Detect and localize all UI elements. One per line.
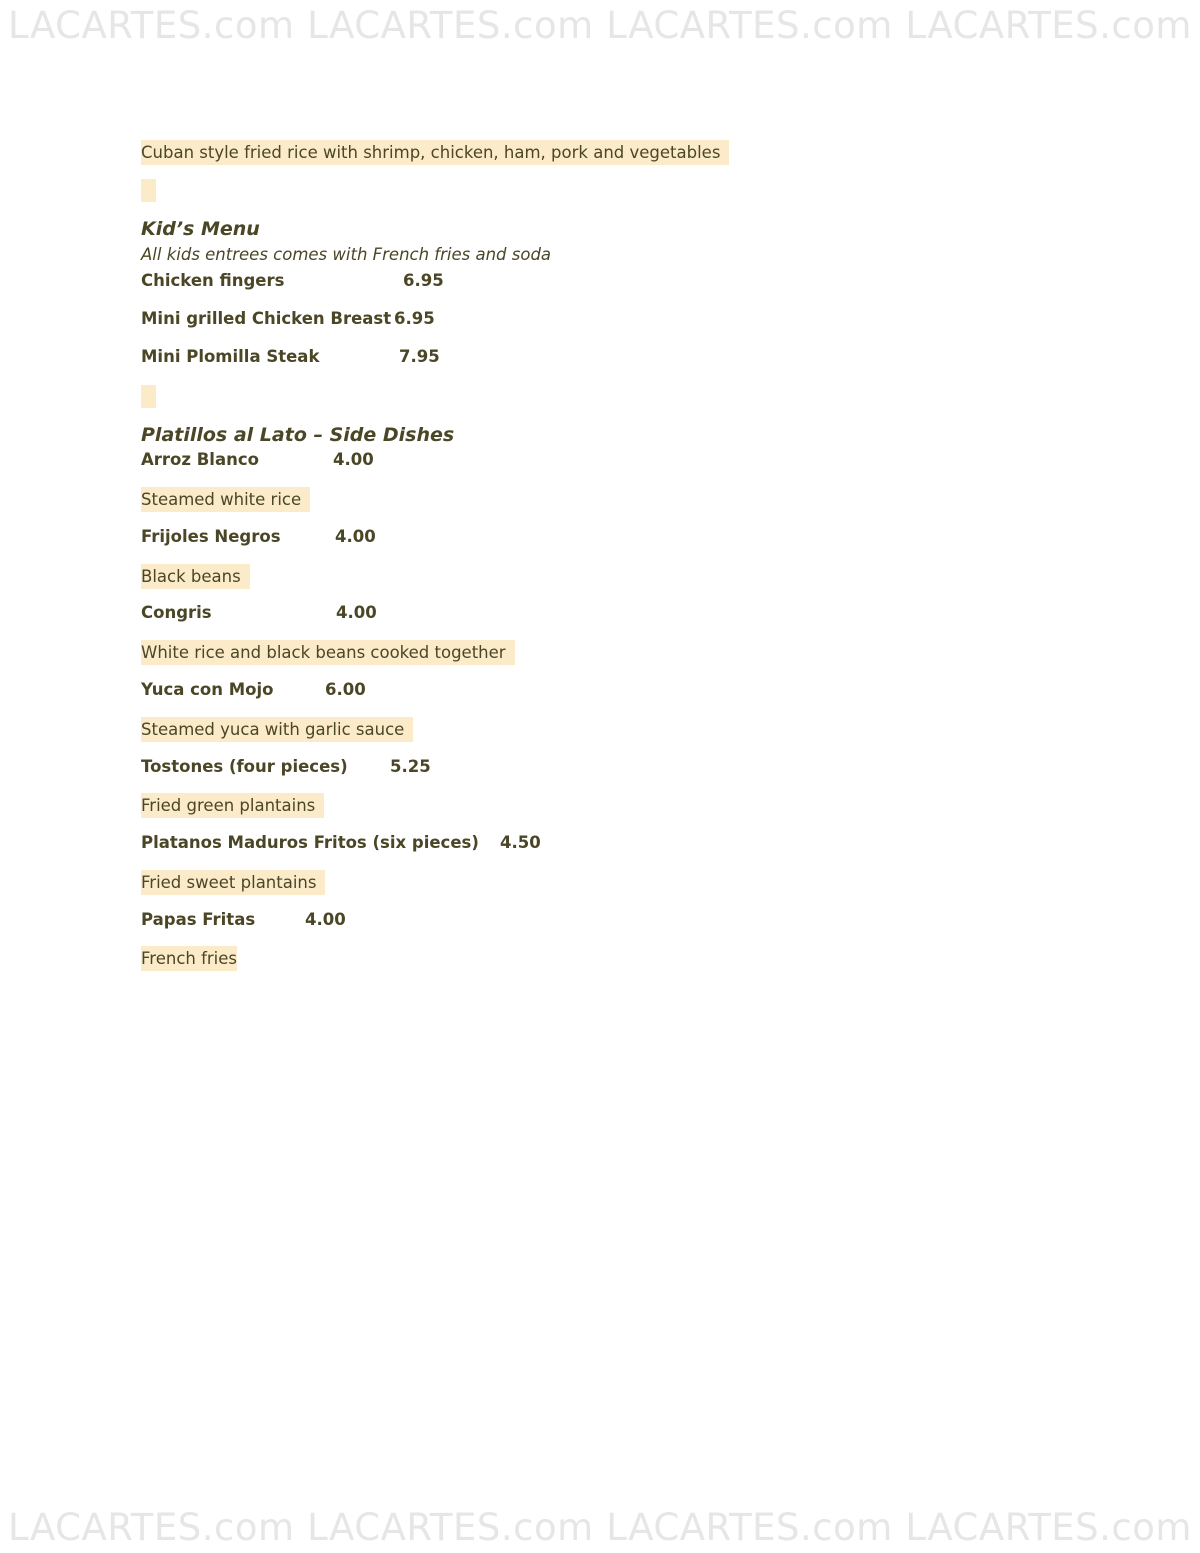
highlight-spacer bbox=[141, 179, 156, 202]
item-price: 6.95 bbox=[403, 271, 444, 290]
item-name: Platanos Maduros Fritos (six pieces) bbox=[141, 833, 479, 852]
item-description: French fries bbox=[141, 946, 237, 971]
side-dish-description bbox=[141, 870, 325, 895]
side-dish-item bbox=[141, 601, 741, 625]
watermark-top bbox=[0, 4, 1200, 47]
item-description: Steamed yuca with garlic sauce bbox=[141, 717, 413, 742]
item-description: Fried sweet plantains bbox=[141, 870, 325, 895]
item-description: Cuban style fried rice with shrimp, chicken, ham, pork and vegetables bbox=[141, 140, 729, 165]
side-dish-item bbox=[141, 678, 741, 702]
side-dish-description bbox=[141, 487, 310, 512]
side-dish-description bbox=[141, 946, 237, 971]
watermark-text: LACARTES.com bbox=[606, 1506, 893, 1549]
kids-menu-subtitle: All kids entrees comes with French fries and soda bbox=[141, 245, 552, 264]
item-name: Congris bbox=[141, 603, 212, 622]
item-name: Chicken fingers bbox=[141, 271, 285, 290]
intro-description bbox=[141, 140, 729, 165]
side-dish-description bbox=[141, 564, 250, 589]
side-dish-item bbox=[141, 755, 741, 779]
side-dish-item bbox=[141, 831, 841, 855]
item-description: Black beans bbox=[141, 564, 250, 589]
side-dish-item bbox=[141, 448, 741, 472]
empty-highlight bbox=[141, 179, 156, 202]
watermark-text: LACARTES.com bbox=[905, 4, 1192, 47]
item-price: 7.95 bbox=[399, 347, 440, 366]
kids-menu-title: Kid’s Menu bbox=[141, 218, 260, 240]
side-dish-description bbox=[141, 793, 324, 818]
watermark-bottom bbox=[0, 1506, 1200, 1549]
watermark-text: LACARTES.com bbox=[307, 1506, 594, 1549]
item-price: 4.00 bbox=[305, 910, 346, 929]
highlight-spacer bbox=[141, 385, 156, 408]
watermark-text: LACARTES.com bbox=[307, 4, 594, 47]
side-dish-item bbox=[141, 525, 741, 549]
item-name: Papas Fritas bbox=[141, 910, 256, 929]
item-price: 6.95 bbox=[394, 309, 435, 328]
item-description: White rice and black beans cooked together bbox=[141, 640, 515, 665]
item-name: Frijoles Negros bbox=[141, 527, 281, 546]
kids-menu-item bbox=[141, 345, 741, 369]
item-price: 4.00 bbox=[333, 450, 374, 469]
item-name: Yuca con Mojo bbox=[141, 680, 274, 699]
kids-menu-item bbox=[141, 307, 741, 331]
item-name: Arroz Blanco bbox=[141, 450, 259, 469]
side-dishes-title: Platillos al Lato – Side Dishes bbox=[141, 424, 455, 446]
item-price: 4.00 bbox=[336, 603, 377, 622]
watermark-text: LACARTES.com bbox=[8, 1506, 295, 1549]
item-description: Steamed white rice bbox=[141, 487, 310, 512]
item-price: 4.00 bbox=[335, 527, 376, 546]
side-dish-item bbox=[141, 908, 741, 932]
item-name: Mini Plomilla Steak bbox=[141, 347, 320, 366]
empty-highlight bbox=[141, 385, 156, 408]
side-dish-description bbox=[141, 717, 413, 742]
item-price: 5.25 bbox=[390, 757, 431, 776]
item-description: Fried green plantains bbox=[141, 793, 324, 818]
watermark-text: LACARTES.com bbox=[606, 4, 893, 47]
kids-menu-item bbox=[141, 269, 741, 293]
watermark-text: LACARTES.com bbox=[905, 1506, 1192, 1549]
side-dish-description bbox=[141, 640, 515, 665]
item-name: Tostones (four pieces) bbox=[141, 757, 348, 776]
watermark-text: LACARTES.com bbox=[8, 4, 295, 47]
item-price: 4.50 bbox=[500, 833, 541, 852]
item-price: 6.00 bbox=[325, 680, 366, 699]
item-name: Mini grilled Chicken Breast bbox=[141, 309, 392, 328]
